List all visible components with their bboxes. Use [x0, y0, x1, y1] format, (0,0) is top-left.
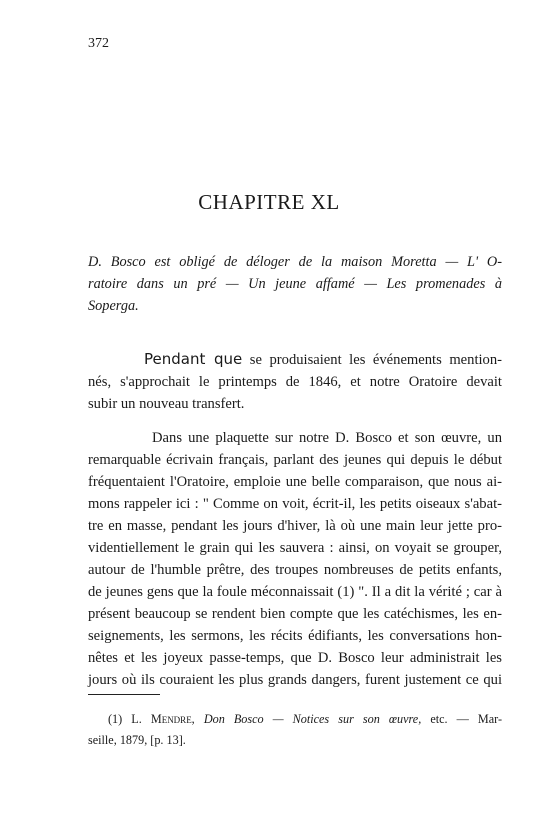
- paragraph-line: nés, s'approchait le printemps de 1846, et notre Oratoire devait: [88, 374, 502, 390]
- paragraph-line: seignements, les sermons, les récits édifiants, les conversations hon-: [88, 628, 502, 644]
- page-number: 372: [88, 36, 109, 51]
- footnote-divider: [88, 694, 160, 695]
- chapter-title: CHAPITRE XL: [198, 190, 340, 214]
- paragraph-line: remarquable écrivain français, parlant des jeunes qui depuis le début: [88, 452, 502, 468]
- paragraph-line: [88, 348, 502, 371]
- paragraph-line: présent beaucoup se rendent bien compte que les catéchismes, les en-: [88, 606, 502, 622]
- footnote-line: [88, 709, 502, 730]
- footnote: [88, 709, 502, 751]
- lead-words: Pendant que: [144, 350, 243, 368]
- summary-line: Soperga.: [88, 298, 139, 314]
- paragraph-line: videntiellement le grain qui les sauvera : ainsi, on voyait se grouper,: [88, 540, 502, 556]
- paragraph-line: fréquentaient l'Oratoire, emploie une belle comparaison, que nous ai-: [88, 474, 502, 490]
- footnote-rest: etc. — Mar-: [430, 712, 503, 726]
- body-paragraph: [88, 427, 502, 691]
- paragraph-line: Dans une plaquette sur notre D. Bosco et son œuvre, un: [152, 430, 502, 446]
- paragraph-line: autour de l'humble prêtre, des troupes nombreuses de petits enfants,: [88, 562, 502, 578]
- chapter-summary: [88, 251, 502, 317]
- summary-line: D. Bosco est obligé de déloger de la maison Moretta — L' O-: [88, 254, 502, 270]
- paragraph-line: jours où ils couraient les plus grands dangers, furent justement ce qui: [88, 672, 502, 688]
- paragraph-line: nêtes et les joyeux passe-temps, que D. Bosco leur administrait les: [88, 650, 502, 666]
- footnote-author: L. Mendre,: [131, 712, 195, 726]
- footnote-line: seille, 1879, [p. 13].: [88, 733, 186, 747]
- paragraph-line: mons rappeler ici : " Comme on voit, écrit-il, les petits oiseaux s'abat-: [88, 496, 502, 512]
- paragraph-line: de jeunes gens que la foule méconnaissait (1) ". Il a dit la vérité ; car à: [88, 584, 502, 600]
- paragraph-line: subir un nouveau transfert.: [88, 396, 245, 412]
- footnote-title: Don Bosco — Notices sur son œuvre,: [203, 712, 422, 726]
- paragraph-text: se produisaient les événements mention-: [242, 352, 503, 368]
- body-paragraph: [88, 348, 502, 415]
- paragraph-line: tre en masse, pendant les jours d'hiver, là où une main leur jette pro-: [88, 518, 502, 534]
- footnote-marker: (1): [108, 712, 123, 726]
- summary-line: ratoire dans un pré — Un jeune affamé — Les promenades à: [88, 276, 502, 292]
